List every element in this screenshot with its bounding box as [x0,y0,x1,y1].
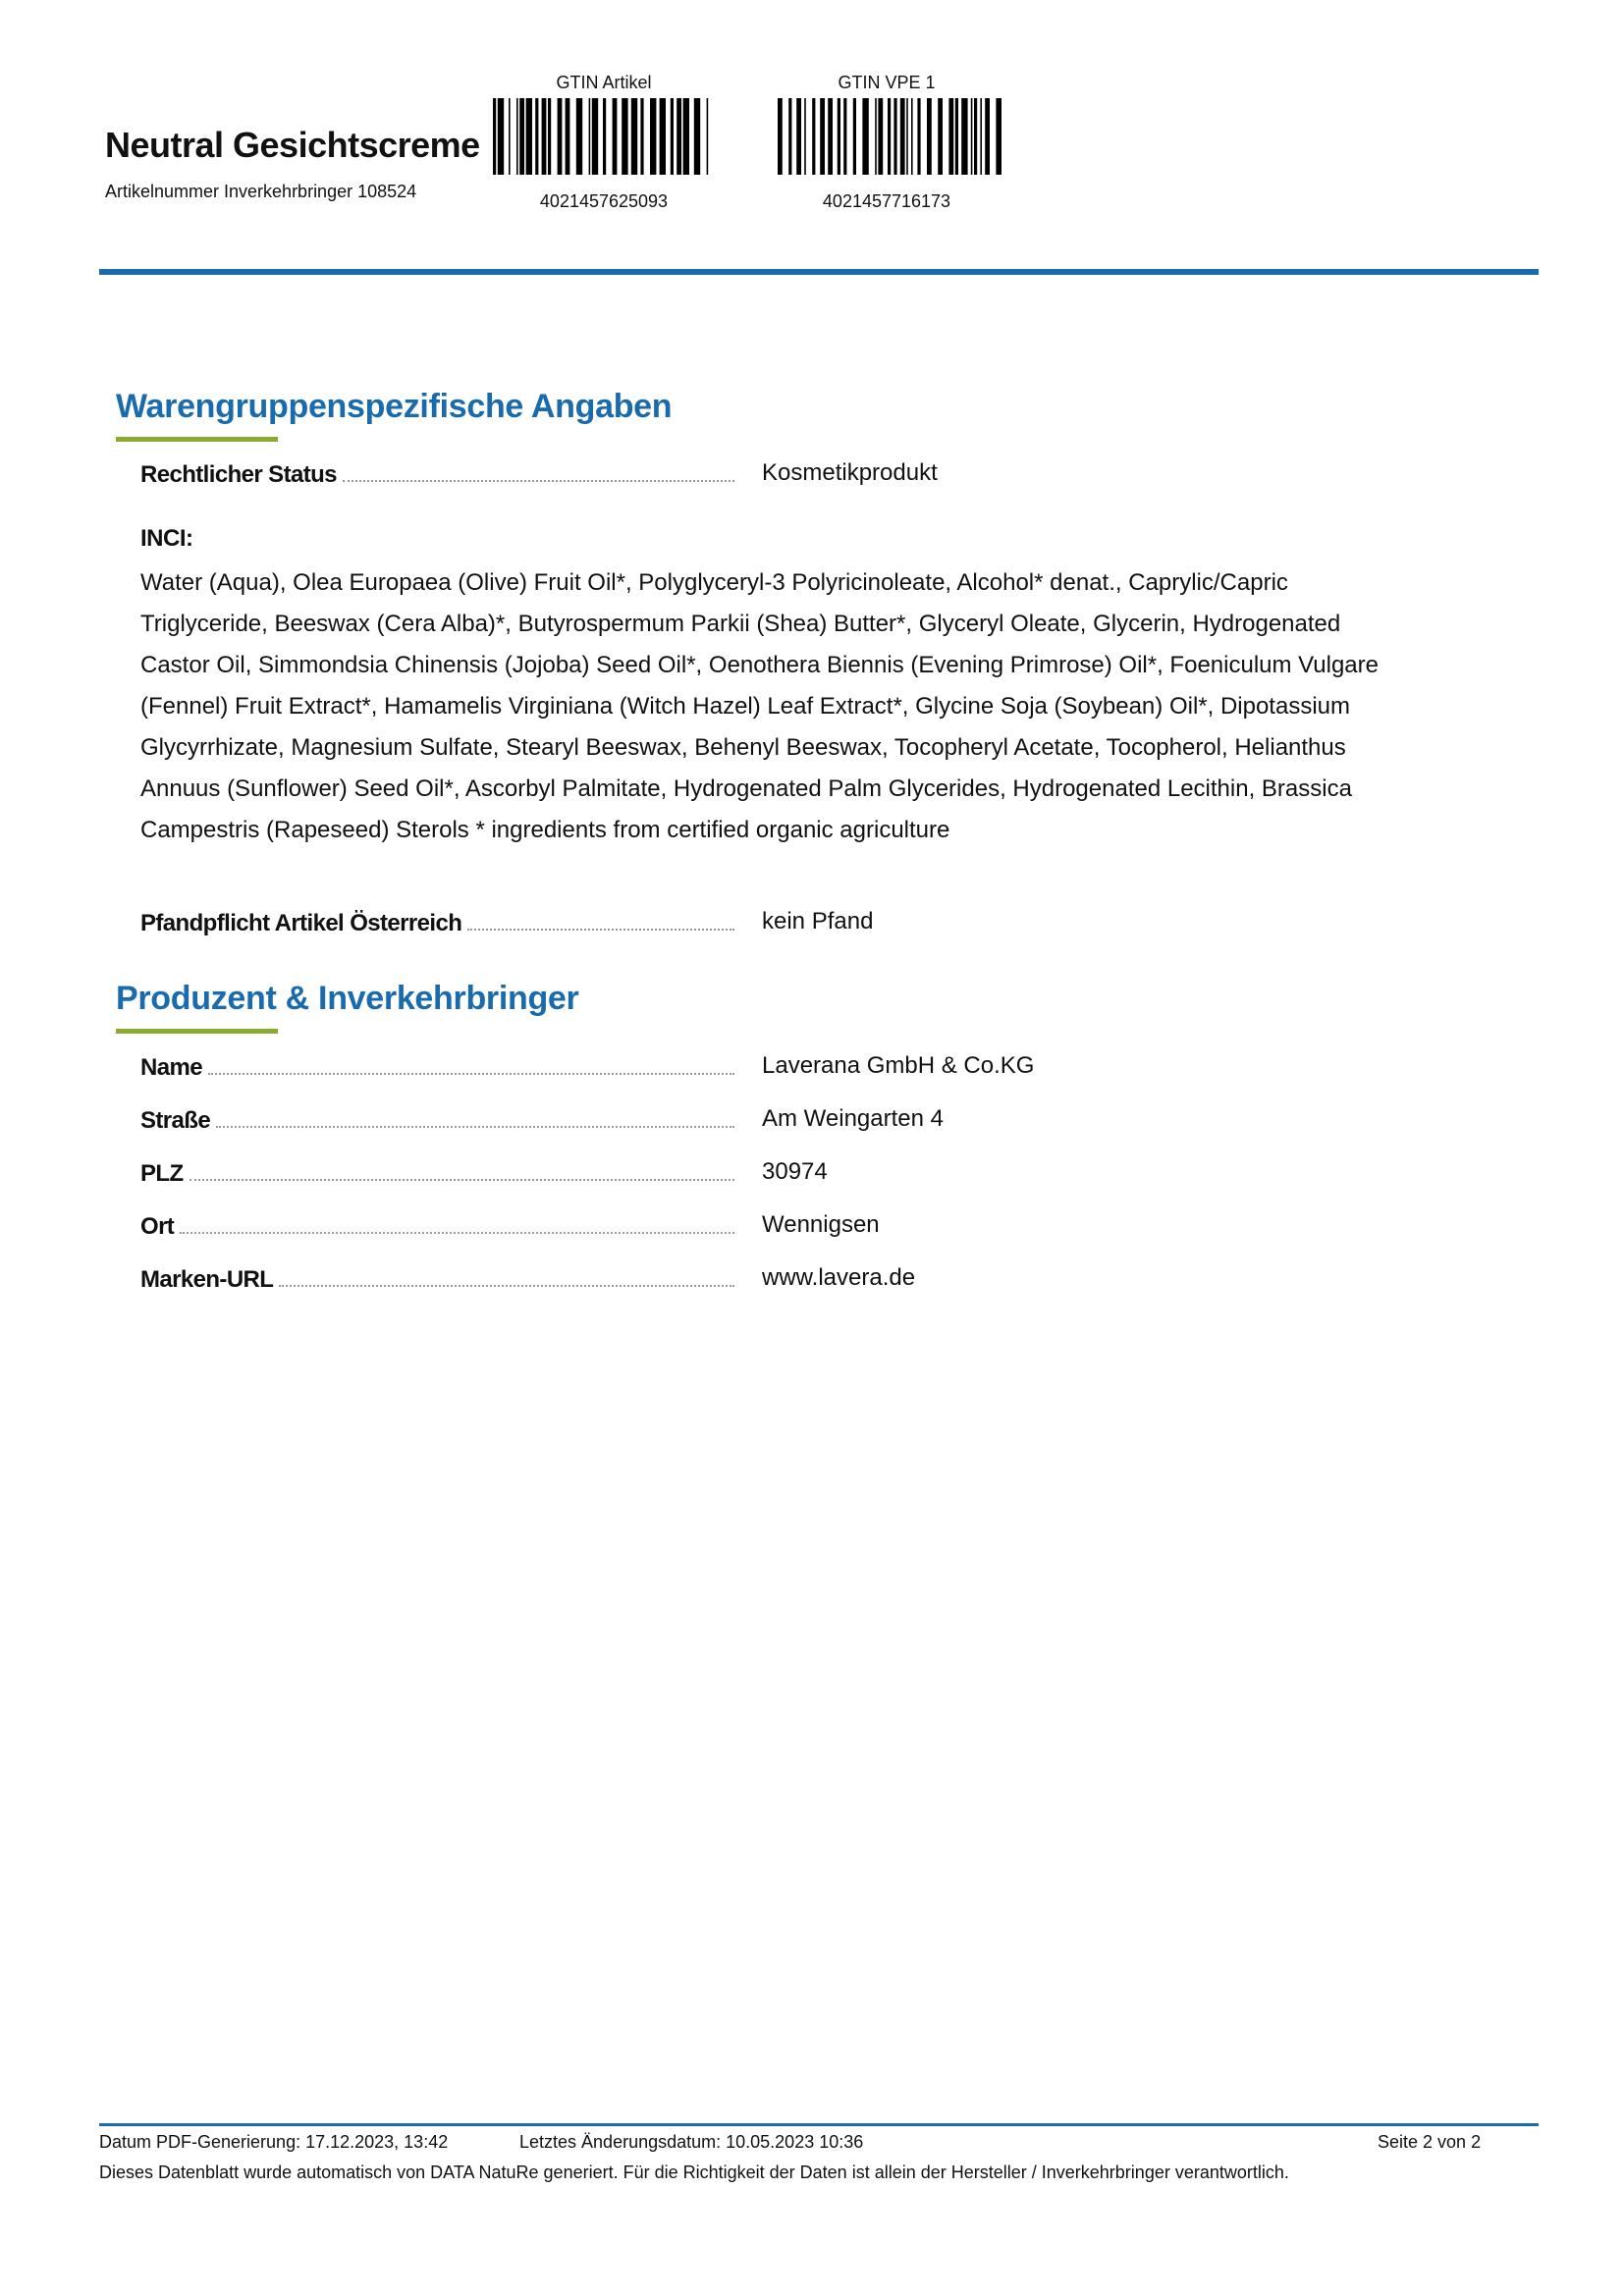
barcode-2-label: GTIN VPE 1 [838,73,936,92]
section-underline [116,1029,278,1034]
dot-leader [279,1284,734,1287]
field-label: Pfandpflicht Artikel Österreich [140,910,462,936]
dot-leader [343,479,734,482]
header-divider [99,269,1539,275]
inci-label: INCI: [140,525,193,552]
field-label: Marken-URL [140,1266,274,1293]
footer-changed-date: Letztes Änderungsdatum: 10.05.2023 10:36 [519,2132,864,2152]
section-underline [116,437,278,442]
dot-leader [189,1178,734,1181]
footer-page-number: Seite 2 von 2 [1378,2132,1482,2152]
field-label: Rechtlicher Status [140,461,337,488]
field-label: Name [140,1054,202,1081]
field-row-name [140,1047,1476,1083]
footer-disclaimer: Dieses Datenblatt wurde automatisch von DATA NatuRe generiert. Für die Richtigkeit der Daten ist allein der Hersteller / Inverkehrbringer verantwortlich. [99,2163,1289,2182]
inci-ingredients-text: Water (Aqua), Olea Europaea (Olive) Fruit Oil*, Polyglyceryl-3 Polyricinoleate, Alcohol* denat., Caprylic/Capric Triglyceride, Beeswax (Cera Alba)*, Butyrospermum Parkii (Shea) Butter*, Glyceryl Oleate, Glycerin, Hydrogenated Castor Oil, Simmondsia Chinensis (Jojoba) Seed Oil*, Oenothera Biennis (Evening Primrose) Oil*, Foeniculum Vulgare (Fennel) Fruit Extract*, Hamamelis Virginiana (Witch Hazel) Leaf Extract*, Glycine Soja (Soybean) Oil*, Dipotassium Glycyrrhizate, Magnesium Sulfate, Stearyl Beeswax, Behenyl Beeswax, Tocopheryl Acetate, Tocopherol, Helianthus Annuus (Sunflower) Seed Oil*, Ascorbyl Palmitate, Hydrogenated Palm Glycerides, Hydrogenated Lecithin, Brassica Campestris (Rapeseed) Sterols * ingredients from certified organic agriculture [140,569,1379,843]
barcode-2-image [776,98,1001,175]
barcode-1-label: GTIN Artikel [556,73,652,92]
barcode-2-number: 4021457716173 [822,191,951,211]
field-row-street [140,1100,1476,1136]
dot-leader [216,1125,734,1128]
field-value: Am Weingarten 4 [762,1105,944,1132]
field-row-brand-url [140,1259,1476,1295]
product-title: Neutral Gesichtscreme [105,125,480,165]
dot-leader [467,928,734,931]
field-row-postcode [140,1153,1476,1189]
article-number: Artikelnummer Inverkehrbringer 108524 [105,182,417,201]
field-value: 30974 [762,1158,828,1185]
dot-leader [180,1231,734,1234]
footer-generated-date: Datum PDF-Generierung: 17.12.2023, 13:42 [99,2132,449,2152]
section-heading-product-info: Warengruppenspezifische Angaben [116,388,673,425]
field-value: kein Pfand [762,908,874,934]
section-heading-producer: Produzent & Inverkehrbringer [116,980,579,1017]
field-value: Kosmetikprodukt [762,459,938,486]
field-label: Ort [140,1213,175,1240]
field-row-deposit [140,903,1476,938]
barcode-1-image [491,98,717,175]
field-value[interactable]: www.lavera.de [762,1264,916,1291]
field-label: Straße [140,1107,211,1134]
field-row-city [140,1206,1476,1242]
barcode-1-number: 4021457625093 [539,191,669,211]
field-row-legal-status [140,454,1476,490]
field-label: PLZ [140,1160,184,1187]
dot-leader [208,1072,734,1075]
field-value: Wennigsen [762,1211,880,1238]
footer-divider [99,2123,1539,2126]
field-value: Laverana GmbH & Co.KG [762,1052,1035,1079]
